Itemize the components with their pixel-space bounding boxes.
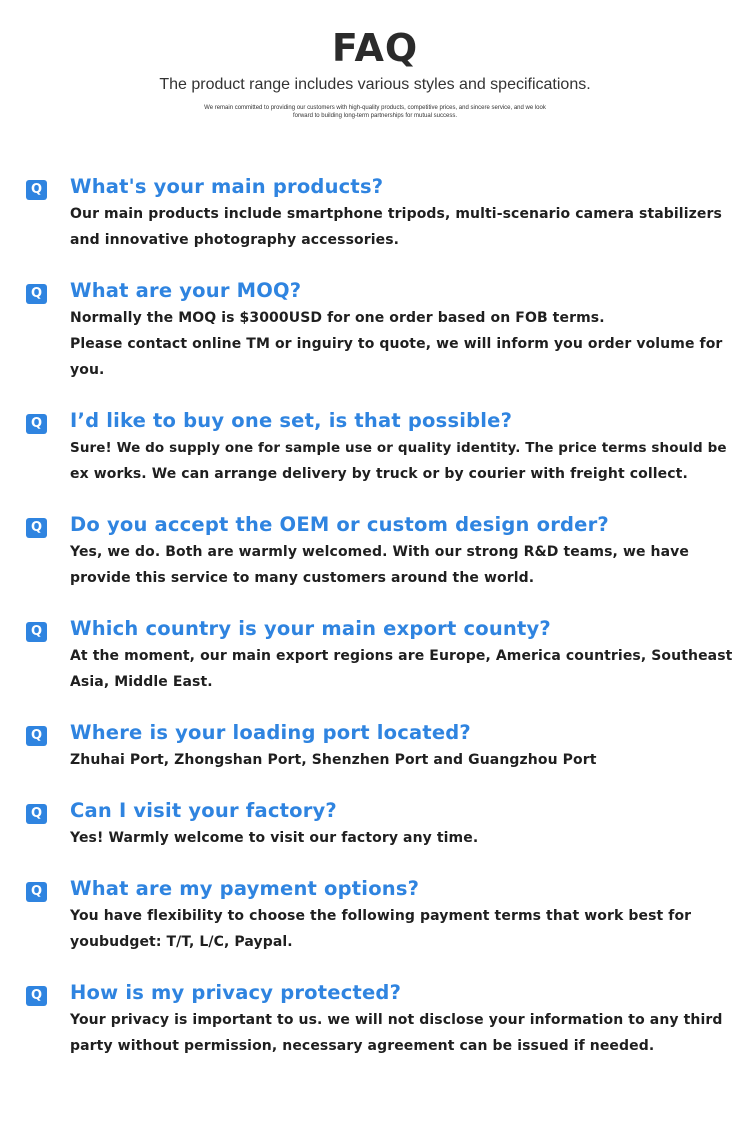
faq-answer-line: At the moment, our main export regions are Europe, America countries, Southeast xyxy=(70,648,733,664)
q-badge-icon: Q xyxy=(26,986,47,1006)
faq-answer xyxy=(70,825,738,851)
faq-question: Can I visit your factory? xyxy=(70,799,337,822)
faq-answer-line: Normally the MOQ is $3000USD for one order based on FOB terms. xyxy=(70,310,605,326)
faq-answer xyxy=(70,1007,738,1059)
faq-question: I’d like to buy one set, is that possible? xyxy=(70,409,513,432)
faq-answer xyxy=(70,435,738,487)
q-badge-icon: Q xyxy=(26,882,47,902)
faq-question: What are your MOQ? xyxy=(70,279,302,302)
q-badge-icon: Q xyxy=(26,414,47,434)
faq-answer xyxy=(70,747,738,773)
faq-answer-line: Your privacy is important to us. we will not disclose your information to any third xyxy=(70,1012,723,1028)
faq-answer xyxy=(70,903,738,955)
faq-answer-line: Zhuhai Port, Zhongshan Port, Shenzhen Port and Guangzhou Port xyxy=(70,752,597,768)
q-badge-icon: Q xyxy=(26,726,47,746)
faq-answer-line: Yes, we do. Both are warmly welcomed. With our strong R&D teams, we have xyxy=(70,544,689,560)
faq-answer-line: Yes! Warmly welcome to visit our factory any time. xyxy=(70,830,479,846)
faq-answer-line: You have flexibility to choose the following payment terms that work best for xyxy=(70,908,692,924)
faq-answer-line: you. xyxy=(70,362,105,378)
faq-answer-line: ex works. We can arrange delivery by truck or by courier with freight collect. xyxy=(70,466,688,482)
faq-answer-line: party without permission, necessary agreement can be issued if needed. xyxy=(70,1038,655,1054)
page-note xyxy=(160,104,590,120)
faq-answer-line: youbudget: T/T, L/C, Paypal. xyxy=(70,934,293,950)
page-title: FAQ xyxy=(331,26,419,70)
faq-answer xyxy=(70,643,738,695)
faq-question: What are my payment options? xyxy=(70,877,420,900)
faq-answer-line: and innovative photography accessories. xyxy=(70,232,400,248)
faq-answer-line: Please contact online TM or inguiry to quote, we will inform you order volume for xyxy=(70,336,723,352)
faq-answer xyxy=(70,539,738,591)
q-badge-icon: Q xyxy=(26,804,47,824)
faq-answer-line: Asia, Middle East. xyxy=(70,674,213,690)
faq-question: Which country is your main export county? xyxy=(70,617,551,640)
faq-answer xyxy=(70,305,738,383)
faq-answer-line: Our main products include smartphone tripods, multi-scenario camera stabilizers xyxy=(70,206,722,222)
faq-question: Where is your loading port located? xyxy=(70,721,471,744)
page-note-line: We remain committed to providing our customers with high-quality products, competitive prices, and sincere service, and we look xyxy=(204,105,546,111)
faq-answer-line: Sure! We do supply one for sample use or quality identity. The price terms should be xyxy=(70,440,727,456)
q-badge-icon: Q xyxy=(26,622,47,642)
faq-answer-line: provide this service to many customers around the world. xyxy=(70,570,535,586)
faq-answer xyxy=(70,201,738,253)
page-subtitle: The product range includes various styles and specifications. xyxy=(159,76,591,93)
faq-question: How is my privacy protected? xyxy=(70,981,402,1004)
faq-question: What's your main products? xyxy=(70,175,384,198)
page-note-line: forward to building long-term partnerships for mutual success. xyxy=(292,113,458,119)
q-badge-icon: Q xyxy=(26,518,47,538)
q-badge-icon: Q xyxy=(26,180,47,200)
faq-question: Do you accept the OEM or custom design order? xyxy=(70,513,609,536)
q-badge-icon: Q xyxy=(26,284,47,304)
